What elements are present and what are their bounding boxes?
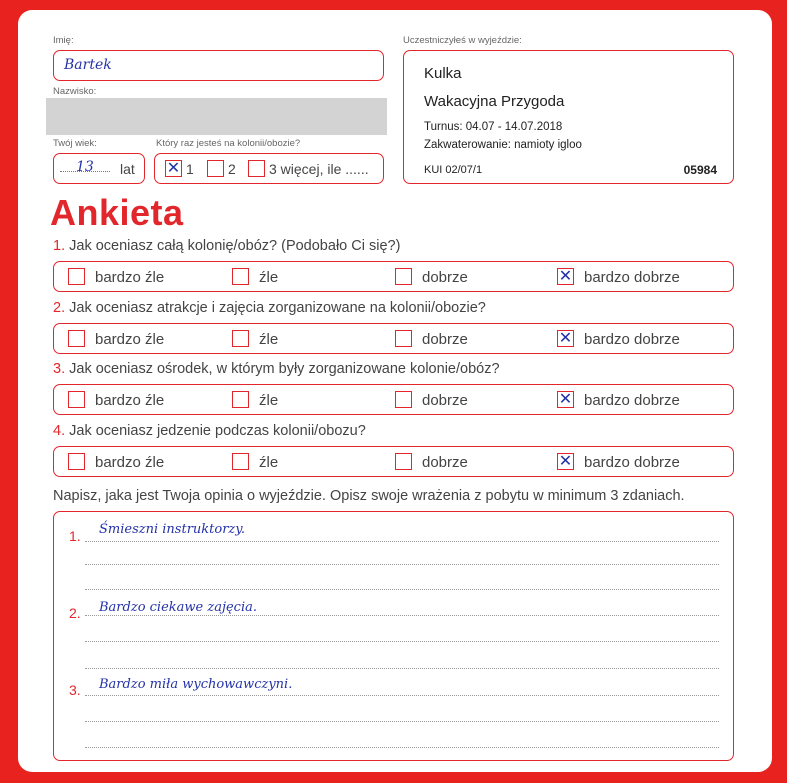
- option-checkbox[interactable]: [395, 391, 412, 408]
- question-text: Jak oceniasz całą kolonię/obóz? (Podobało Ci się?): [69, 238, 401, 254]
- turnus-value: 04.07 - 14.07.2018: [465, 121, 563, 133]
- option-checkbox[interactable]: [232, 453, 249, 470]
- option-label: bardzo dobrze: [584, 454, 680, 471]
- question-number: 2.: [53, 300, 66, 316]
- question-number: 1.: [53, 238, 66, 254]
- age-value: 13: [76, 159, 94, 175]
- check-mark: ✕: [558, 328, 573, 347]
- writing-line: [85, 615, 719, 616]
- camp-info-box: [403, 50, 734, 184]
- option-label: dobrze: [422, 392, 468, 409]
- option-label: bardzo dobrze: [584, 269, 680, 286]
- times-option-1: 1: [186, 161, 194, 177]
- check-mark: ✕: [558, 451, 573, 470]
- times-checkbox-1[interactable]: [165, 160, 182, 177]
- writing-line: [85, 589, 719, 590]
- option-label: bardzo dobrze: [584, 392, 680, 409]
- question-text: Jak oceniasz ośrodek, w którym były zorganizowane kolonie/obóz?: [69, 361, 500, 377]
- survey-sheet: [18, 10, 772, 772]
- check-mark: ✕: [558, 389, 573, 408]
- times-check-mark: ✕: [166, 158, 181, 177]
- check-mark: ✕: [558, 266, 573, 285]
- lodging-label: Zakwaterowanie:: [424, 139, 511, 151]
- question-3-title: [53, 361, 500, 377]
- option-label: bardzo źle: [95, 392, 165, 409]
- option-label: dobrze: [422, 269, 468, 286]
- question-2-title: [53, 300, 486, 316]
- writing-line: [85, 721, 719, 722]
- question-text: Jak oceniasz jedzenie podczas kolonii/obozu?: [69, 423, 366, 439]
- times-checkbox-2[interactable]: [207, 160, 224, 177]
- lodging-row: [424, 139, 582, 151]
- writing-line: [85, 747, 719, 748]
- answer-number: 3.: [69, 682, 81, 698]
- question-2-options: [53, 323, 734, 354]
- option-checkbox[interactable]: [395, 330, 412, 347]
- option-checkbox[interactable]: [557, 453, 574, 470]
- writing-line: [85, 564, 719, 565]
- question-1-title: [53, 238, 400, 254]
- writing-line: [85, 641, 719, 642]
- survey-title: Ankieta: [50, 192, 184, 233]
- answer-text: Bardzo miła wychowawczyni.: [99, 677, 293, 692]
- times-field: [154, 153, 384, 184]
- camp-name: Wakacyjna Przygoda: [424, 93, 565, 110]
- option-checkbox[interactable]: [68, 391, 85, 408]
- lodging-value: namioty igloo: [514, 139, 582, 151]
- option-label: bardzo dobrze: [584, 331, 680, 348]
- option-label: bardzo źle: [95, 454, 165, 471]
- times-option-3: 3 więcej, ile ......: [269, 161, 369, 177]
- answer-number: 1.: [69, 528, 81, 544]
- question-number: 3.: [53, 361, 66, 377]
- option-checkbox[interactable]: [395, 453, 412, 470]
- camp-org: Kulka: [424, 65, 462, 82]
- name-label: Imię:: [53, 35, 74, 46]
- age-unit: lat: [120, 161, 135, 177]
- question-4-options: [53, 446, 734, 477]
- option-label: źle: [259, 331, 279, 348]
- name-field[interactable]: [53, 50, 384, 81]
- camp-number: 05984: [683, 163, 717, 177]
- option-label: dobrze: [422, 331, 468, 348]
- question-text: Jak oceniasz atrakcje i zajęcia zorganizowane na kolonii/obozie?: [69, 300, 486, 316]
- age-field[interactable]: [53, 153, 145, 184]
- option-checkbox[interactable]: [232, 330, 249, 347]
- times-option-2: 2: [228, 161, 236, 177]
- age-label: Twój wiek:: [53, 138, 97, 149]
- question-1-options: [53, 261, 734, 292]
- writing-line: [85, 695, 719, 696]
- option-label: źle: [259, 269, 279, 286]
- option-label: bardzo źle: [95, 331, 165, 348]
- option-label: bardzo źle: [95, 269, 165, 286]
- option-checkbox[interactable]: [395, 268, 412, 285]
- surname-redacted: [46, 98, 387, 135]
- option-checkbox[interactable]: [232, 391, 249, 408]
- option-checkbox[interactable]: [557, 330, 574, 347]
- option-label: źle: [259, 454, 279, 471]
- camp-code: KUI 02/07/1: [424, 164, 483, 176]
- answer-text: Śmieszni instruktorzy.: [99, 522, 246, 537]
- option-checkbox[interactable]: [557, 268, 574, 285]
- opinion-prompt: Napisz, jaka jest Twoja opinia o wyjeździe. Opisz swoje wrażenia z pobytu w minimum 3 zdaniach.: [53, 488, 685, 504]
- writing-line: [85, 541, 719, 542]
- question-3-options: [53, 384, 734, 415]
- turnus-label: Turnus:: [424, 121, 463, 133]
- times-checkbox-3[interactable]: [248, 160, 265, 177]
- answer-text: Bardzo ciekawe zajęcia.: [99, 600, 258, 615]
- opinion-box[interactable]: [53, 511, 734, 761]
- option-checkbox[interactable]: [557, 391, 574, 408]
- option-checkbox[interactable]: [68, 330, 85, 347]
- surname-label: Nazwisko:: [53, 86, 97, 97]
- turnus-row: [424, 121, 562, 133]
- question-4-title: [53, 423, 366, 439]
- option-checkbox[interactable]: [68, 268, 85, 285]
- option-checkbox[interactable]: [232, 268, 249, 285]
- option-label: dobrze: [422, 454, 468, 471]
- question-number: 4.: [53, 423, 66, 439]
- option-label: źle: [259, 392, 279, 409]
- answer-number: 2.: [69, 605, 81, 621]
- name-value: Bartek: [64, 57, 112, 73]
- option-checkbox[interactable]: [68, 453, 85, 470]
- times-label: Który raz jesteś na kolonii/obozie?: [156, 138, 301, 149]
- camp-label: Uczestniczyłeś w wyjeździe:: [403, 35, 522, 46]
- writing-line: [85, 668, 719, 669]
